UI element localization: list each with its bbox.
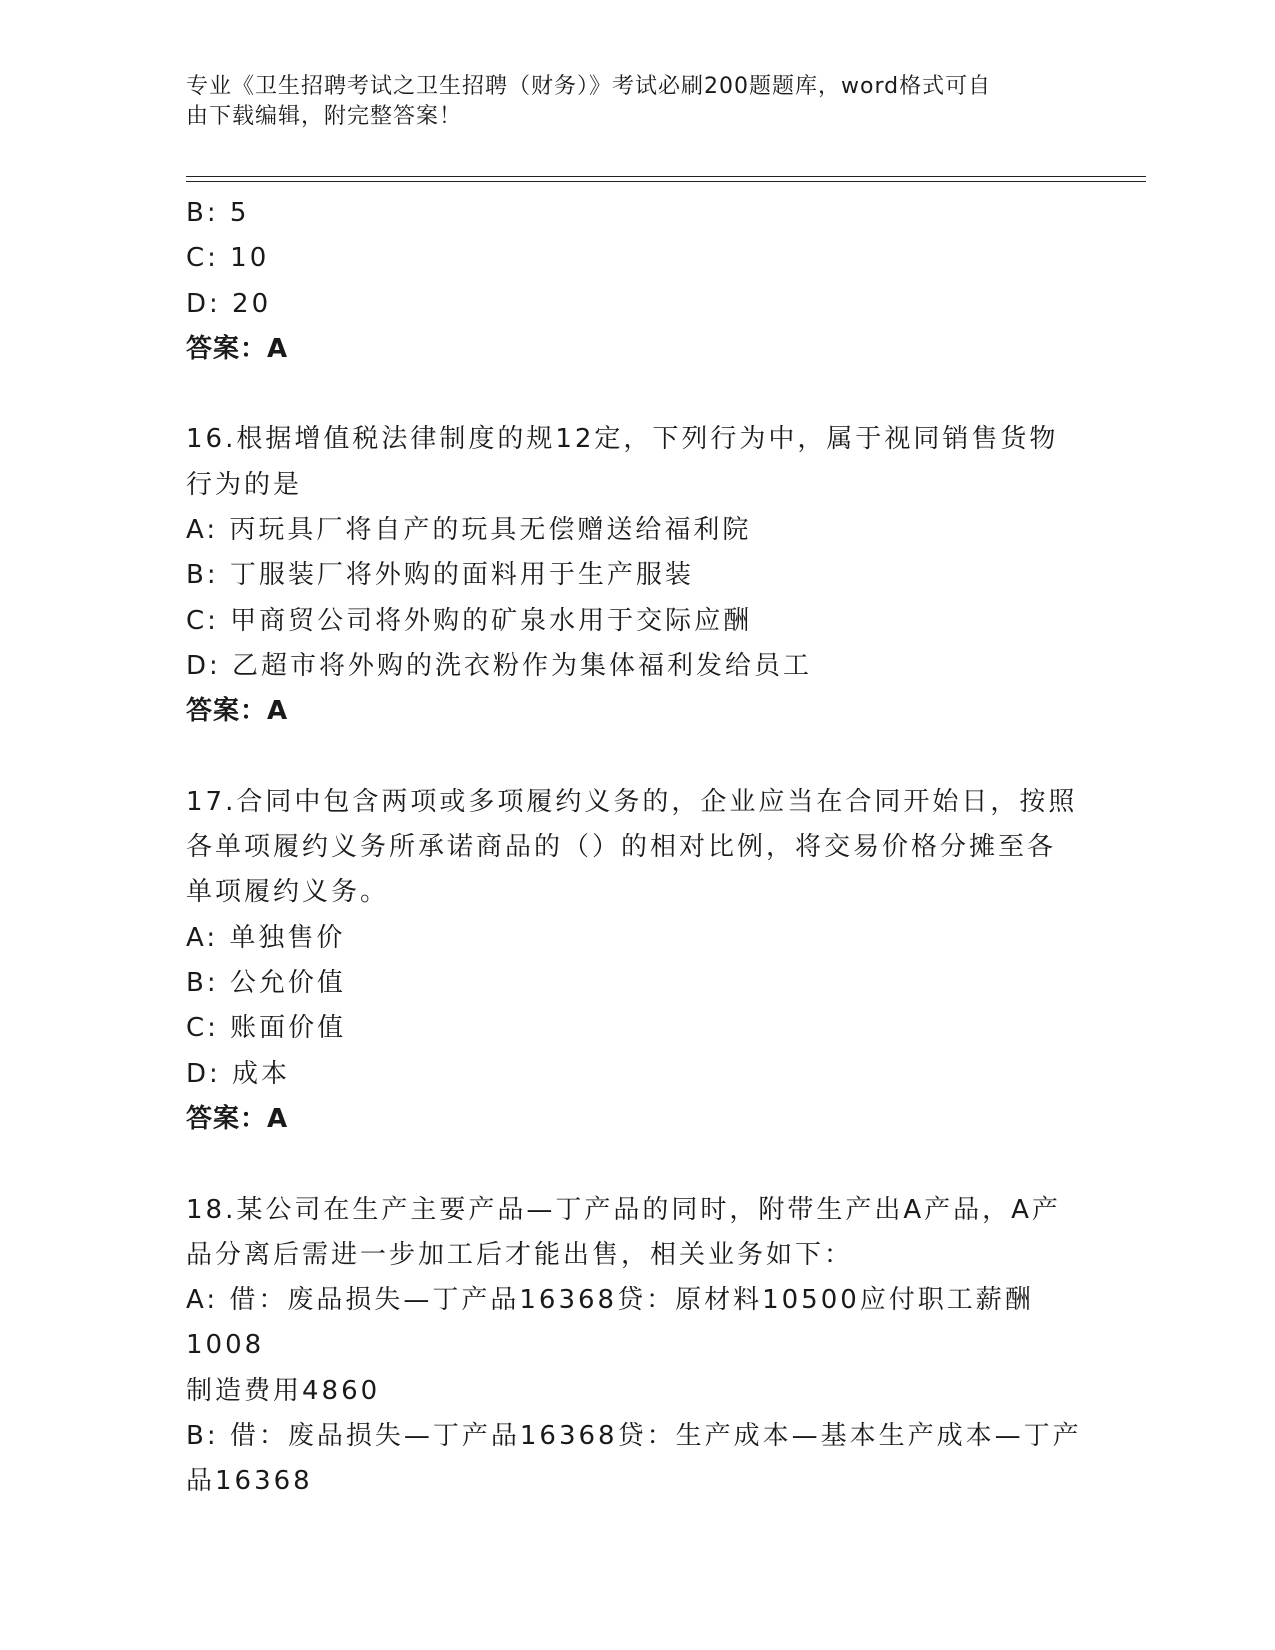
- option-a: A: 借：废品损失—丁产品16368贷：原材料10500应付职工薪酬1008: [186, 1285, 1034, 1361]
- option-d: D: 乙超市将外购的洗衣粉作为集体福利发给员工: [186, 650, 813, 681]
- spacer: [186, 1142, 1086, 1187]
- question-18: [186, 1188, 1086, 1505]
- option-c: C: 账面价值: [186, 1013, 347, 1044]
- option-b: B: 借：废品损失—丁产品16368贷：生产成本—基本生产成本—丁产: [186, 1421, 1082, 1452]
- option-b: B: 丁服装厂将外购的面料用于生产服装: [186, 560, 694, 591]
- option-d: D: 20: [186, 288, 272, 319]
- option-b-continued: 品16368: [186, 1466, 313, 1497]
- option-b: B: 5: [186, 198, 250, 228]
- option-c: C: 10: [186, 243, 270, 274]
- option-d: D: 成本: [186, 1058, 291, 1089]
- option-a-continued: 制造费用4860: [186, 1375, 381, 1406]
- question-list: [186, 191, 1086, 1505]
- answer: 答案：A: [186, 333, 289, 364]
- header-line-2: 由下载编辑，附完整答案！: [186, 104, 463, 129]
- option-a: A: 丙玩具厂将自产的玩具无偿赠送给福利院: [186, 515, 752, 546]
- question-text-line: 行为的是: [186, 469, 303, 500]
- document-header: [186, 72, 1066, 132]
- spacer: [186, 735, 1086, 780]
- answer: 答案：A: [186, 696, 289, 727]
- question-text-line: 单项履约义务。: [186, 877, 390, 908]
- question-text-line: 18.某公司在生产主要产品—丁产品的同时，附带生产出A产品，A产: [186, 1194, 1061, 1225]
- header-divider-bottom: [186, 181, 1146, 182]
- question-text-line: 品分离后需进一步加工后才能出售，相关业务如下：: [186, 1239, 854, 1270]
- header-divider-top: [186, 176, 1146, 177]
- spacer: [186, 372, 1086, 417]
- header-line-1: 专业《卫生招聘考试之卫生招聘（财务）》考试必刷200题题库，word格式可自: [186, 74, 992, 99]
- question-15-tail: [186, 191, 1086, 372]
- question-text-line: 16.根据增值税法律制度的规12定，下列行为中，属于视同销售货物: [186, 424, 1059, 455]
- question-17: [186, 780, 1086, 1142]
- answer: 答案：A: [186, 1103, 289, 1134]
- question-text-line: 各单项履约义务所承诺商品的（）的相对比例，将交易价格分摊至各: [186, 832, 1057, 863]
- option-a: A: 单独售价: [186, 922, 346, 953]
- question-16: [186, 417, 1086, 734]
- question-text-line: 17.合同中包含两项或多项履约义务的，企业应当在合同开始日，按照: [186, 786, 1078, 817]
- option-c: C: 甲商贸公司将外购的矿泉水用于交际应酬: [186, 605, 753, 636]
- option-b: B: 公允价值: [186, 968, 346, 999]
